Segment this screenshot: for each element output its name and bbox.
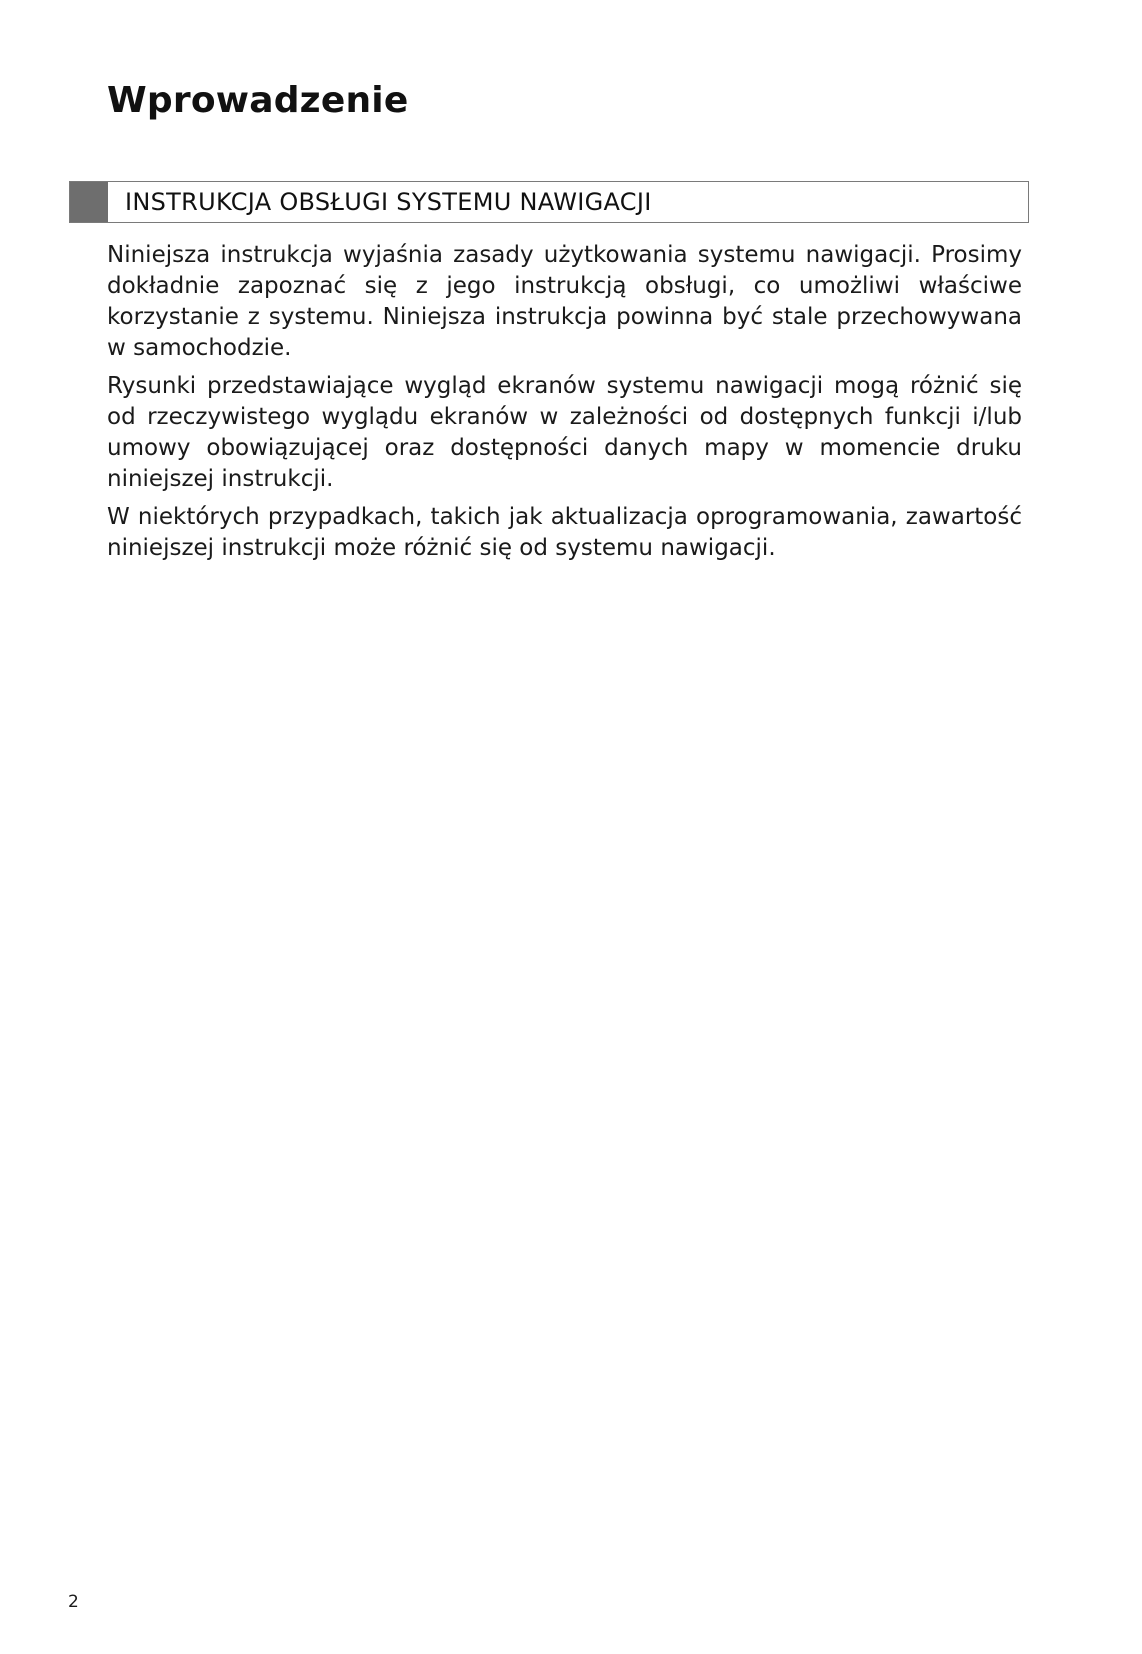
page-title: Wprowadzenie xyxy=(107,80,409,121)
page-number: 2 xyxy=(68,1592,79,1612)
paragraph-intro: Niniejsza instrukcja wyjaśnia zasady użytkowania systemu nawigacji. Prosimy dokładnie zapoznać się z jego instrukcją obsługi, co umożliwi właściwe korzystanie z systemu. Niniejsza instrukcja powinna być stale przechowywana w samochodzie. xyxy=(107,242,1022,361)
section-marker xyxy=(70,182,108,222)
section-body xyxy=(107,240,1022,571)
section-title: INSTRUKCJA OBSŁUGI SYSTEMU NAWIGACJI xyxy=(125,188,652,216)
section-header xyxy=(69,181,1029,223)
paragraph-screens: Rysunki przedstawiające wygląd ekranów systemu nawigacji mogą różnić się od rzeczywistego wyglądu ekranów w zależności od dostępnych funkcji i/lub umowy obowiązującej oraz dostępności danych mapy w momencie druku niniejszej instrukcji. xyxy=(107,373,1022,492)
paragraph-updates: W niektórych przypadkach, takich jak aktualizacja oprogramowania, zawartość niniejszej instrukcji może różnić się od systemu nawigacji. xyxy=(107,504,1022,561)
